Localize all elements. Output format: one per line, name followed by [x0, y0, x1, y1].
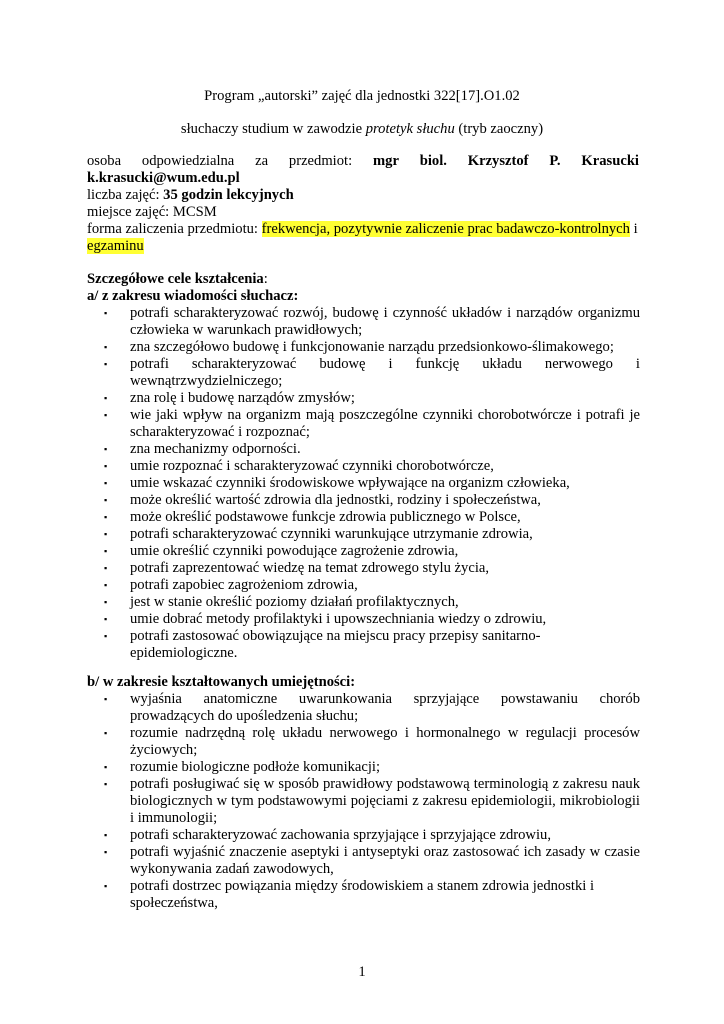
list-item-text: epidemiologiczne. — [130, 645, 238, 661]
assessment-line: forma zaliczenia przedmiotu: frekwencja, pozytywnie zaliczenie prac badawczo-kontrolnych i — [87, 221, 638, 237]
email: k.krasucki@wum.edu.pl — [87, 170, 240, 186]
list-item-text: umie określić czynniki powodujące zagrożenie zdrowia, — [130, 543, 459, 559]
bullet-icon: ▪ — [104, 580, 108, 590]
goals-heading: Szczegółowe cele kształcenia: — [87, 271, 268, 287]
assessment-line-2: egzaminu — [87, 238, 144, 254]
bullet-icon: ▪ — [104, 359, 108, 369]
hours-line: liczba zajęć: 35 godzin lekcyjnych — [87, 187, 294, 203]
list-item-text: i immunologii; — [130, 810, 218, 826]
bullet-icon: ▪ — [104, 631, 108, 641]
bullet-icon: ▪ — [104, 444, 108, 454]
list-item-text: społeczeństwa, — [130, 895, 218, 911]
list-item-text: może określić wartość zdrowia dla jednostki, rodziny i społeczeństwa, — [130, 492, 541, 508]
list-item-text: potrafi zaprezentować wiedzę na temat zdrowego stylu życia, — [130, 560, 489, 576]
bullet-icon: ▪ — [104, 779, 108, 789]
list-item-text: potrafi zastosować obowiązujące na miejscu pracy przepisy sanitarno- — [130, 628, 541, 644]
place-line: miejsce zajęć: MCSM — [87, 204, 217, 220]
list-item-text: wie jaki wpływ na organizm mają poszczególne czynniki chorobotwórcze i potrafi je — [130, 407, 640, 423]
bullet-icon: ▪ — [104, 410, 108, 420]
list-item-text: może określić podstawowe funkcje zdrowia publicznego w Polsce, — [130, 509, 521, 525]
list-item-text: potrafi posługiwać się w sposób prawidłowy podstawową terminologią z zakresu nauk — [130, 776, 640, 792]
list-item-text: potrafi zapobiec zagrożeniom zdrowia, — [130, 577, 358, 593]
list-item-text: scharakteryzować i rozpoznać; — [130, 424, 310, 440]
title-line-1: Program „autorski” zajęć dla jednostki 322[17].O1.02 — [204, 88, 520, 104]
list-item-text: zna mechanizmy odporności. — [130, 441, 301, 457]
list-item-text: człowieka w warunkach prawidłowych; — [130, 322, 363, 338]
list-item-text: potrafi dostrzec powiązania między środowiskiem a stanem zdrowia jednostki i — [130, 878, 595, 894]
list-item-text: potrafi scharakteryzować budowę i funkcję układu nerwowego i — [130, 356, 640, 372]
bullet-icon: ▪ — [104, 461, 108, 471]
section-a-heading: a/ z zakresu wiadomości słuchacz: — [87, 288, 299, 304]
bullet-icon: ▪ — [104, 614, 108, 624]
responsible-person-line: osoba odpowiedzialna za przedmiot: mgr biol. Krzysztof P. Krasucki — [87, 153, 639, 169]
list-item-text: rozumie nadrzędną rolę układu nerwowego i hormonalnego w regulacji procesów — [130, 725, 640, 741]
list-item-text: jest w stanie określić poziomy działań profilaktycznych, — [130, 594, 459, 610]
list-item-text: zna rolę i budowę narządów zmysłów; — [130, 390, 355, 406]
bullet-icon: ▪ — [104, 546, 108, 556]
bullet-icon: ▪ — [104, 881, 108, 891]
title-line-2: słuchaczy studium w zawodzie protetyk słuchu (tryb zaoczny) — [180, 121, 544, 137]
list-item-text: potrafi scharakteryzować zachowania sprzyjające i sprzyjające zdrowiu, — [130, 827, 551, 843]
bullet-icon: ▪ — [104, 694, 108, 704]
bullet-icon: ▪ — [104, 512, 108, 522]
bullet-icon: ▪ — [104, 830, 108, 840]
section-b-heading: b/ w zakresie kształtowanych umiejętności: — [87, 674, 356, 690]
list-item-text: umie dobrać metody profilaktyki i upowszechniania wiedzy o zdrowiu, — [130, 611, 547, 627]
bullet-icon: ▪ — [104, 847, 108, 857]
list-item-text: potrafi wyjaśnić znaczenie aseptyki i antyseptyki oraz zastosować ich zasady w czasie — [130, 844, 640, 860]
list-item-text: umie wskazać czynniki środowiskowe wpływające na organizm człowieka, — [130, 475, 570, 491]
bullet-icon: ▪ — [104, 308, 108, 318]
bullet-icon: ▪ — [104, 495, 108, 505]
list-item-text: umie rozpoznać i scharakteryzować czynniki chorobotwórcze, — [130, 458, 494, 474]
bullet-icon: ▪ — [104, 597, 108, 607]
bullet-icon: ▪ — [104, 342, 108, 352]
bullet-icon: ▪ — [104, 478, 108, 488]
bullet-icon: ▪ — [104, 728, 108, 738]
page-number: 1 — [358, 964, 366, 980]
list-item-text: rozumie biologiczne podłoże komunikacji; — [130, 759, 381, 775]
list-item-text: prowadzących do upośledzenia słuchu; — [130, 708, 359, 724]
list-item-text: zna szczegółowo budowę i funkcjonowanie narządu przedsionkowo-ślimakowego; — [130, 339, 614, 355]
list-item-text: potrafi scharakteryzować rozwój, budowę i czynność układów i narządów organizmu — [130, 305, 640, 321]
list-item-text: wyjaśnia anatomiczne uwarunkowania sprzyjające powstawaniu chorób — [130, 691, 640, 707]
list-item-text: wykonywania zadań zawodowych, — [130, 861, 334, 877]
list-item-text: biologicznych w tym podstawowymi pojęciami z zakresu epidemiologii, mikrobiologii — [130, 793, 640, 809]
bullet-icon: ▪ — [104, 393, 108, 403]
bullet-icon: ▪ — [104, 563, 108, 573]
bullet-icon: ▪ — [104, 762, 108, 772]
list-item-text: potrafi scharakteryzować czynniki warunkujące utrzymanie zdrowia, — [130, 526, 533, 542]
list-item-text: wewnątrzwydzielniczego; — [130, 373, 283, 389]
bullet-icon: ▪ — [104, 529, 108, 539]
list-item-text: życiowych; — [130, 742, 198, 758]
